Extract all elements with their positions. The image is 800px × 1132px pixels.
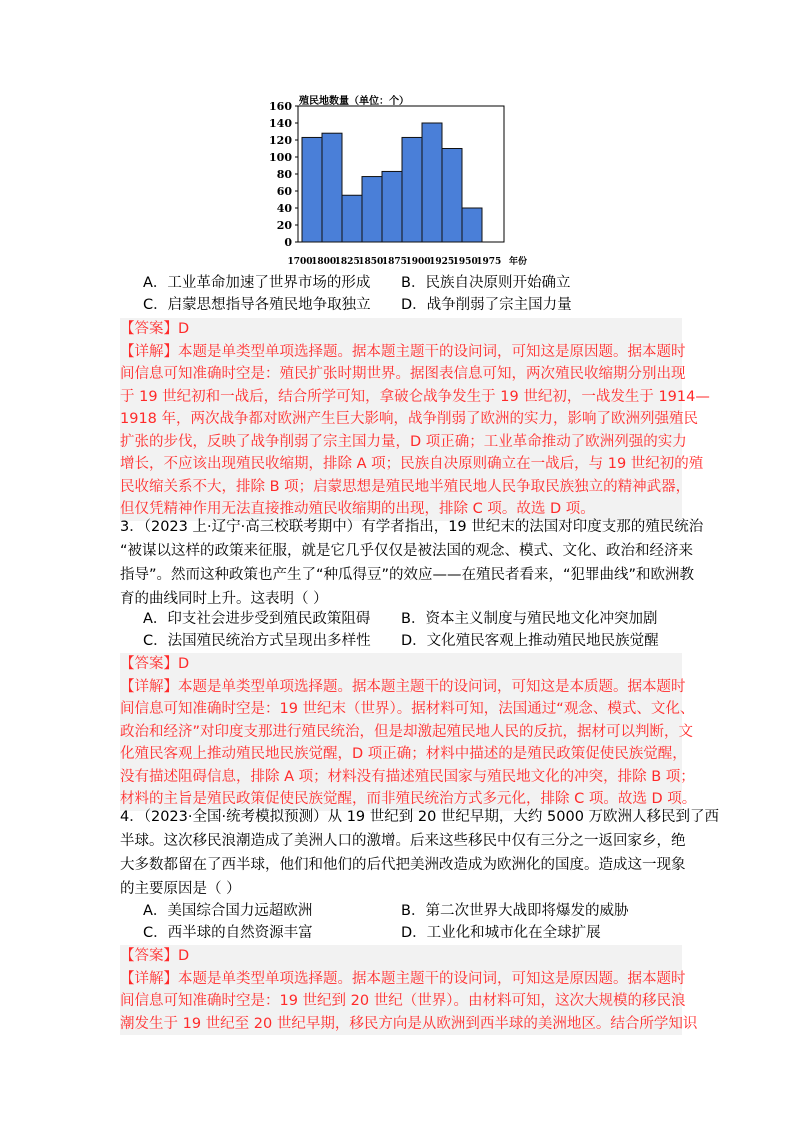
q3-detail-line: 【详解】本题是单类型单项选择题。据本题主题干的设问词，可知这是本质题。据本题时 [120, 678, 686, 695]
bar [442, 149, 462, 243]
bar [362, 177, 382, 242]
bar [302, 137, 322, 242]
x-tick-label: 1825 [334, 257, 360, 267]
bar [382, 171, 402, 242]
q4-detail-line: 间信息可知准确时空是：19 世纪到 20 世纪（世界）。由材料可知，这次大规模的移民浪 [120, 993, 686, 1009]
q3-line: 指导”。然而这种政策也产生了“种瓜得豆”的效应——在殖民者看来，“犯罪曲线”和欧洲教 [120, 567, 695, 583]
y-tick-label: 20 [276, 219, 292, 232]
y-tick-label: 0 [284, 236, 292, 249]
q2-answer-block [120, 318, 710, 521]
q3-option-b: B．资本主义制度与殖民地文化冲突加剧 [401, 611, 658, 627]
q2-option-a: A．工业革命加速了世界市场的形成 [143, 275, 371, 291]
x-axis-label: 年份 [509, 257, 528, 267]
x-tick-label: 1900 [405, 257, 431, 267]
q4-line: 大多数都留在了西半球，他们和他们的后代把美洲改造成为欧洲化的国度。造成这一现象 [120, 857, 686, 873]
q4-line: 半球。这次移民浪潮造成了美洲人口的激增。后来这些移民中仅有三分之一返回家乡，绝 [120, 833, 686, 849]
q3-detail-line: 材料的主旨是殖民政策促使民族觉醒，而非殖民统治方式多元化，排除 C 项。故选 D 项。 [120, 791, 697, 807]
q3-line: 3．（2023 上·辽宁·高三校联考期中）有学者指出，19 世纪末的法国对印度支那的殖民统治 [120, 519, 704, 535]
q2-detail-line: 【详解】本题是单类型单项选择题。据本题主题干的设问词，可知这是原因题。据本题时 [120, 343, 686, 360]
q3-detail-line: 政治和经济”对印度支那进行殖民统治，但是却激起殖民地人民的反抗，据材可以判断，文 [120, 723, 694, 740]
x-tick-label: 1850 [358, 257, 384, 267]
x-tick-label: 1800 [311, 257, 337, 267]
q3-answer-block [120, 653, 697, 811]
y-tick-label: 60 [276, 185, 292, 198]
q2-detail-line: 间信息可知准确时空是：殖民扩张时期世界。据图表信息可知，两次殖民收缩期分别出现 [120, 366, 686, 382]
q2-detail-line: 增长，不应该出现殖民收缩期，排除 A 项；民族自决原则确立在一战后，与 19 世纪初的殖 [120, 456, 704, 472]
q4-option-d: D．工业化和城市化在全球扩展 [401, 925, 601, 941]
q2-option-d: D．战争削弱了宗主国力量 [401, 297, 572, 313]
q3-line: 育的曲线同时上升。这表明（ ） [120, 591, 328, 607]
y-tick-label: 80 [276, 168, 292, 181]
q2-answer-label: 【答案】D [120, 321, 190, 337]
q4-line: 4．（2023·全国·统考模拟预测）从 19 世纪到 20 世纪早期，大约 5000 万欧洲人移民到了西 [120, 809, 720, 825]
x-tick-label: 1950 [452, 257, 478, 267]
q4-answer-block [120, 945, 698, 1035]
bar [342, 195, 362, 242]
q4-option-b: B．第二次世界大战即将爆发的威胁 [401, 903, 629, 919]
colony-count-chart [262, 92, 528, 270]
bar-chart-svg [262, 92, 528, 270]
q2-detail-line: 扩张的步伐，反映了战争削弱了宗主国力量，D 项正确；工业革命推动了欧洲列强的实力 [120, 433, 687, 450]
q2-option-b: B．民族自决原则开始确立 [401, 275, 571, 291]
q2-detail-line: 民收缩关系不大，排除 B 项；启蒙思想是殖民地半殖民地人民争取民族独立的精神武器， [120, 478, 691, 495]
q4-detail-line: 【详解】本题是单类型单项选择题。据本题主题干的设问词，可知这是原因题。据本题时 [120, 970, 686, 987]
q4-option-c: C．西半球的自然资源丰富 [143, 925, 313, 941]
q4-stem [120, 805, 720, 901]
q3-option-a: A．印支社会进步受到殖民政策阻碍 [143, 611, 371, 627]
y-tick-label: 140 [269, 117, 292, 130]
q3-line: “被谋以这样的政策来征服，就是它几乎仅仅是被法国的观念、模式、文化、政治和经济来 [120, 543, 694, 559]
q4-line: 的主要原因是（ ） [120, 881, 241, 897]
q3-answer-label: 【答案】D [120, 656, 190, 672]
bar [462, 208, 482, 242]
q2-detail-line: 1918 年，两次战争都对欧洲产生巨大影响，战争削弱了欧洲的实力，影响了欧洲列强殖民 [120, 411, 699, 427]
y-tick-label: 40 [276, 202, 292, 215]
x-tick-label: 1975 [476, 257, 502, 267]
q3-option-d: D．文化殖民客观上推动殖民地民族觉醒 [401, 633, 659, 649]
q4-detail-line: 潮发生于 19 世纪至 20 世纪早期，移民方向是从欧洲到西半球的美洲地区。结合所学知识 [120, 1015, 698, 1032]
x-tick-label: 1875 [381, 257, 407, 267]
q3-stem [120, 515, 704, 611]
q3-option-c: C．法国殖民统治方式呈现出多样性 [143, 633, 371, 649]
bar [402, 137, 422, 242]
q3-detail-line: 间信息可知准确时空是：19 世纪末（世界）。据材料可知，法国通过“观念、模式、文化、 [120, 701, 695, 717]
y-tick-label: 160 [269, 100, 292, 113]
q4-option-a: A．美国综合国力远超欧洲 [143, 903, 313, 919]
q2-detail-line: 但仅凭精神作用无法直接推动殖民收缩期的出现，排除 C 项。故选 D 项。 [120, 501, 595, 517]
q2-detail-line: 于 19 世纪初和一战后，结合所学可知，拿破仑战争发生于 19 世纪初，一战发生于 1914— [120, 388, 710, 405]
y-tick-label: 100 [269, 151, 292, 164]
x-tick-label: 1700 [287, 257, 313, 267]
bar [422, 123, 442, 242]
chart-title: 殖民地数量（单位：个） [299, 96, 409, 107]
bar [322, 133, 342, 242]
x-tick-label: 1925 [429, 257, 455, 267]
y-tick-label: 120 [269, 134, 292, 147]
q3-detail-line: 没有描述阻碍信息，排除 A 项；材料没有描述殖民国家与殖民地文化的冲突，排除 B 项； [120, 768, 695, 785]
q2-option-c: C．启蒙思想指导各殖民地争取独立 [143, 297, 371, 313]
q3-detail-line: 化殖民客观上推动殖民地民族觉醒，D 项正确；材料中描述的是殖民政策促使民族觉醒， [120, 746, 687, 762]
q4-answer-label: 【答案】D [120, 948, 190, 964]
